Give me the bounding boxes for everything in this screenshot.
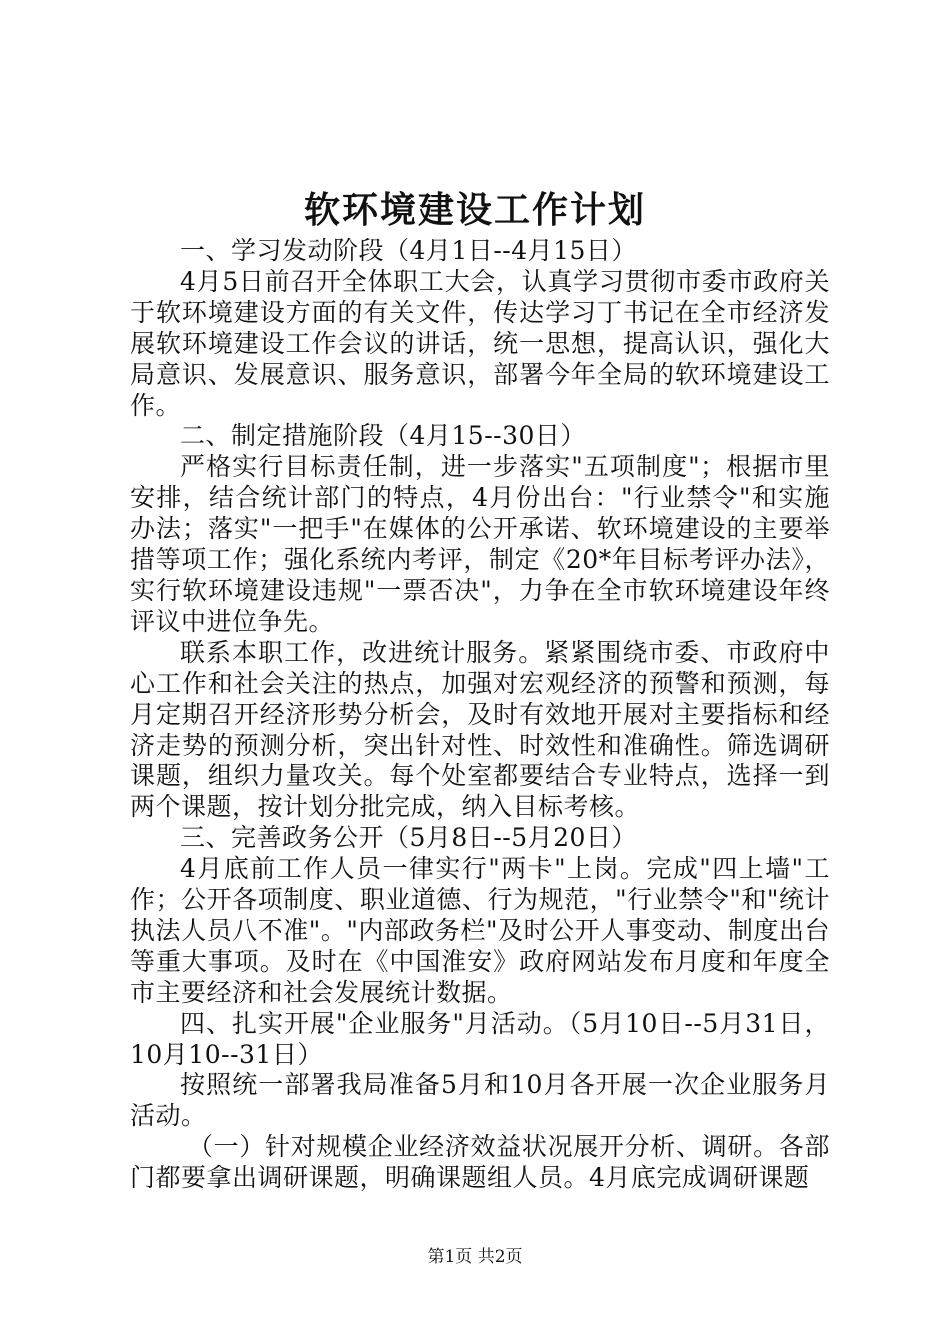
section-heading-4: 四、扎实开展"企业服务"月活动。（5月10日--5月31日，10月10--31日） (130, 1008, 830, 1069)
paragraph-3: 联系本职工作，改进统计服务。紧紧围绕市委、市政府中心工作和社会关注的热点，加强对宏观经济的预警和预测，每月定期召开经济形势分析会，及时有效地开展对主要指标和经济走势的预测分析，突出针对性、时效性和准确性。筛选调研课题，组织力量攻关。每个处室都要结合专业特点，选择一到两个课题，按计划分批完成，纳入目标考核。 (130, 637, 830, 822)
document-title: 软环境建设工作计划 (303, 189, 646, 231)
section-heading-3: 三、完善政务公开（5月8日--5月20日） (180, 823, 637, 853)
section-heading-2: 二、制定措施阶段（4月15--30日） (180, 421, 586, 451)
paragraph-5: 按照统一部署我局准备5月和10月各开展一次企业服务月活动。 (130, 1070, 830, 1131)
paragraph-2: 严格实行目标责任制，进一步落实"五项制度"；根据市里安排，结合统计部门的特点，4月份出台："行业禁令"和实施办法；落实"一把手"在媒体的公开承诺、软环境建设的主要举措等项工作；强化系统内考评，制定《20*年目标考评办法》，实行软环境建设违规"一票否决"，力争在全市软环境建设年终评议中进位争先。 (130, 452, 830, 636)
document-body (130, 236, 830, 1194)
section-heading-1: 一、学习发动阶段（4月1日--4月15日） (180, 236, 637, 265)
paragraph-4: 4月底前工作人员一律实行"两卡"上岗。完成"四上墙"工作；公开各项制度、职业道德、行为规范，"行业禁令"和"统计执法人员八不准"。"内部政务栏"及时公开人事变动、制度出台等重大事项。及时在《中国淮安》政府网站发布月度和年度全市主要经济和社会发展统计数据。 (130, 854, 830, 1007)
paragraph-6: （一）针对规模企业经济效益状况展开分析、调研。各部门都要拿出调研课题，明确课题组人员。4月底完成调研课题 (130, 1132, 830, 1193)
paragraph-1: 4月5日前召开全体职工大会，认真学习贯彻市委市政府关于软环境建设方面的有关文件，传达学习丁书记在全市经济发展软环境建设工作会议的讲话，统一思想，提高认识，强化大局意识、发展意识、服务意识，部署今年全局的软环境建设工作。 (130, 266, 830, 420)
page-footer: 第1页 共2页 (427, 1247, 523, 1267)
